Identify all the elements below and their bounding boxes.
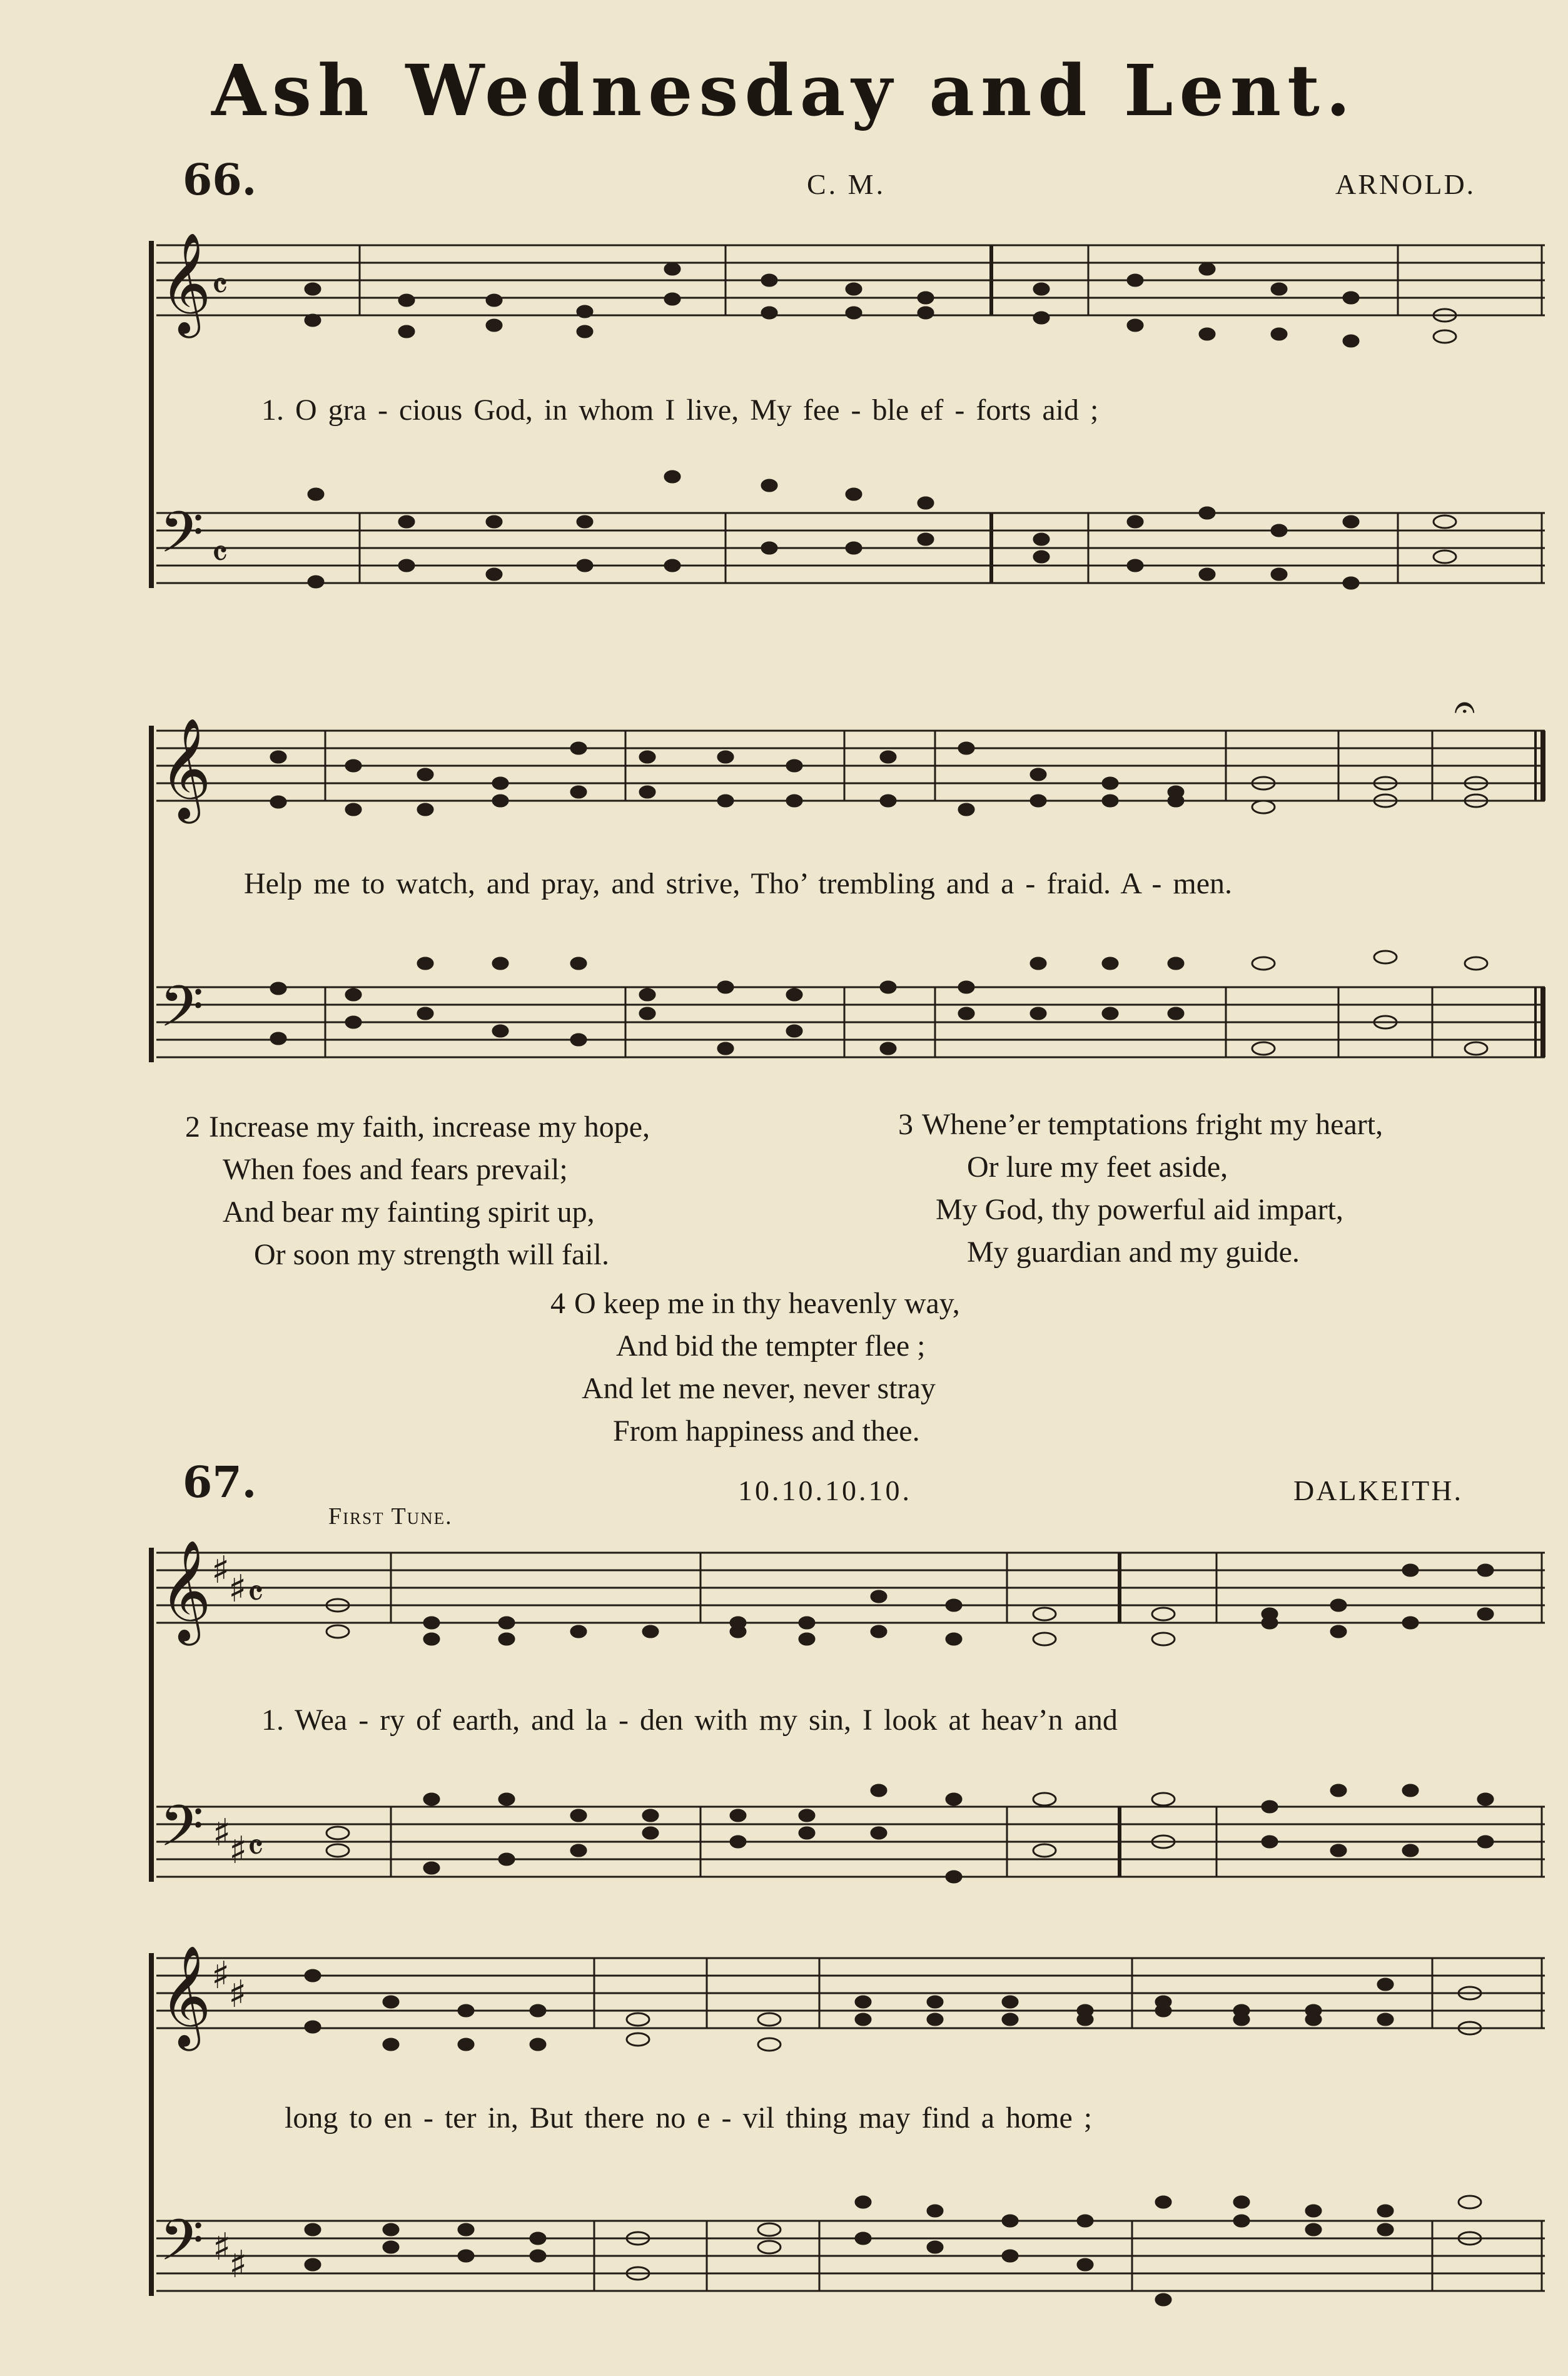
hymn-66-verse-4 — [550, 1282, 960, 1453]
sharp-icon: ♯ — [228, 1972, 247, 2016]
fermata-icon: 𝄐 — [1454, 685, 1475, 729]
treble-clef-icon: 𝄞 — [159, 1945, 211, 2047]
hymn-67-lyric-line-1: 1. Wea - ry of earth, and la - den with my sin, I look at heav’n and — [261, 1703, 1118, 1737]
verse-line: Or lure my feet aside, — [967, 1150, 1228, 1184]
hymn-67-lyric-line-2: long to en - ter in, But there no e - vil thing may find a home ; — [285, 2101, 1093, 2135]
sharp-icon: ♯ — [213, 2225, 231, 2269]
bass-clef-icon: 𝄢 — [159, 499, 204, 579]
hymn-67-number: 67. — [183, 1458, 257, 1508]
verse-line: From happiness and thee. — [613, 1414, 920, 1448]
verse-line: And let me never, never stray — [582, 1372, 936, 1405]
bass-clef-icon: 𝄢 — [159, 1793, 204, 1873]
hymn-66-verse-3 — [898, 1104, 1383, 1274]
hymn-66-meter: C. M. — [807, 168, 886, 200]
hymn-66-lyric-line-2: Help me to watch, and pray, and strive, Tho’ trembling and a - fraid. A - men. — [244, 867, 1233, 900]
sharp-icon: ♯ — [213, 1811, 231, 1855]
treble-clef-icon: 𝄞 — [159, 232, 211, 334]
hymn-66-composer: ARNOLD. — [1335, 168, 1476, 200]
verse-number: 2 — [185, 1110, 200, 1144]
verse-line: When foes and fears prevail; — [223, 1153, 568, 1186]
hymn-67-meter: 10.10.10.10. — [738, 1475, 912, 1506]
treble-clef-icon: 𝄞 — [159, 718, 211, 820]
treble-clef-icon: 𝄞 — [159, 1540, 211, 1642]
verse-line: Or soon my strength will fail. — [254, 1238, 609, 1271]
common-time-icon: 𝄴 — [211, 265, 228, 308]
hymn-66-number: 66. — [183, 155, 257, 205]
verse-number: 3 — [898, 1108, 913, 1141]
bass-clef-icon: 𝄢 — [159, 973, 204, 1053]
page-title: Ash Wednesday and Lent. — [211, 50, 1357, 132]
common-time-icon: 𝄴 — [211, 532, 228, 576]
verse-line: My guardian and my guide. — [967, 1236, 1300, 1269]
hymn-67-tune-label: First Tune. — [328, 1503, 453, 1530]
sharp-icon: ♯ — [229, 1829, 248, 1872]
verse-line: My God, thy powerful aid impart, — [936, 1193, 1343, 1226]
verse-line: And bid the tempter flee ; — [616, 1329, 926, 1363]
verse-number: 4 — [550, 1287, 565, 1320]
verse-line: And bear my fainting spirit up, — [223, 1196, 595, 1229]
sharp-icon: ♯ — [211, 1548, 230, 1592]
bass-clef-icon: 𝄢 — [159, 2207, 204, 2287]
sharp-icon: ♯ — [229, 2243, 248, 2287]
verse-line: Whene’er temptations fright my heart, — [922, 1108, 1383, 1141]
sharp-icon: ♯ — [228, 1567, 247, 1611]
common-time-icon: 𝄴 — [247, 1826, 264, 1870]
hymn-66-verse-2 — [185, 1106, 650, 1276]
hymn-66-lyric-line-1: 1. O gra - cious God, in whom I live, My fee - ble ef - forts aid ; — [261, 393, 1099, 427]
verse-line: Increase my faith, increase my hope, — [209, 1110, 650, 1144]
hymn-67-composer: DALKEITH. — [1293, 1475, 1463, 1506]
common-time-icon: 𝄴 — [247, 1572, 264, 1616]
verse-line: O keep me in thy heavenly way, — [574, 1287, 960, 1320]
sharp-icon: ♯ — [211, 1954, 230, 1998]
